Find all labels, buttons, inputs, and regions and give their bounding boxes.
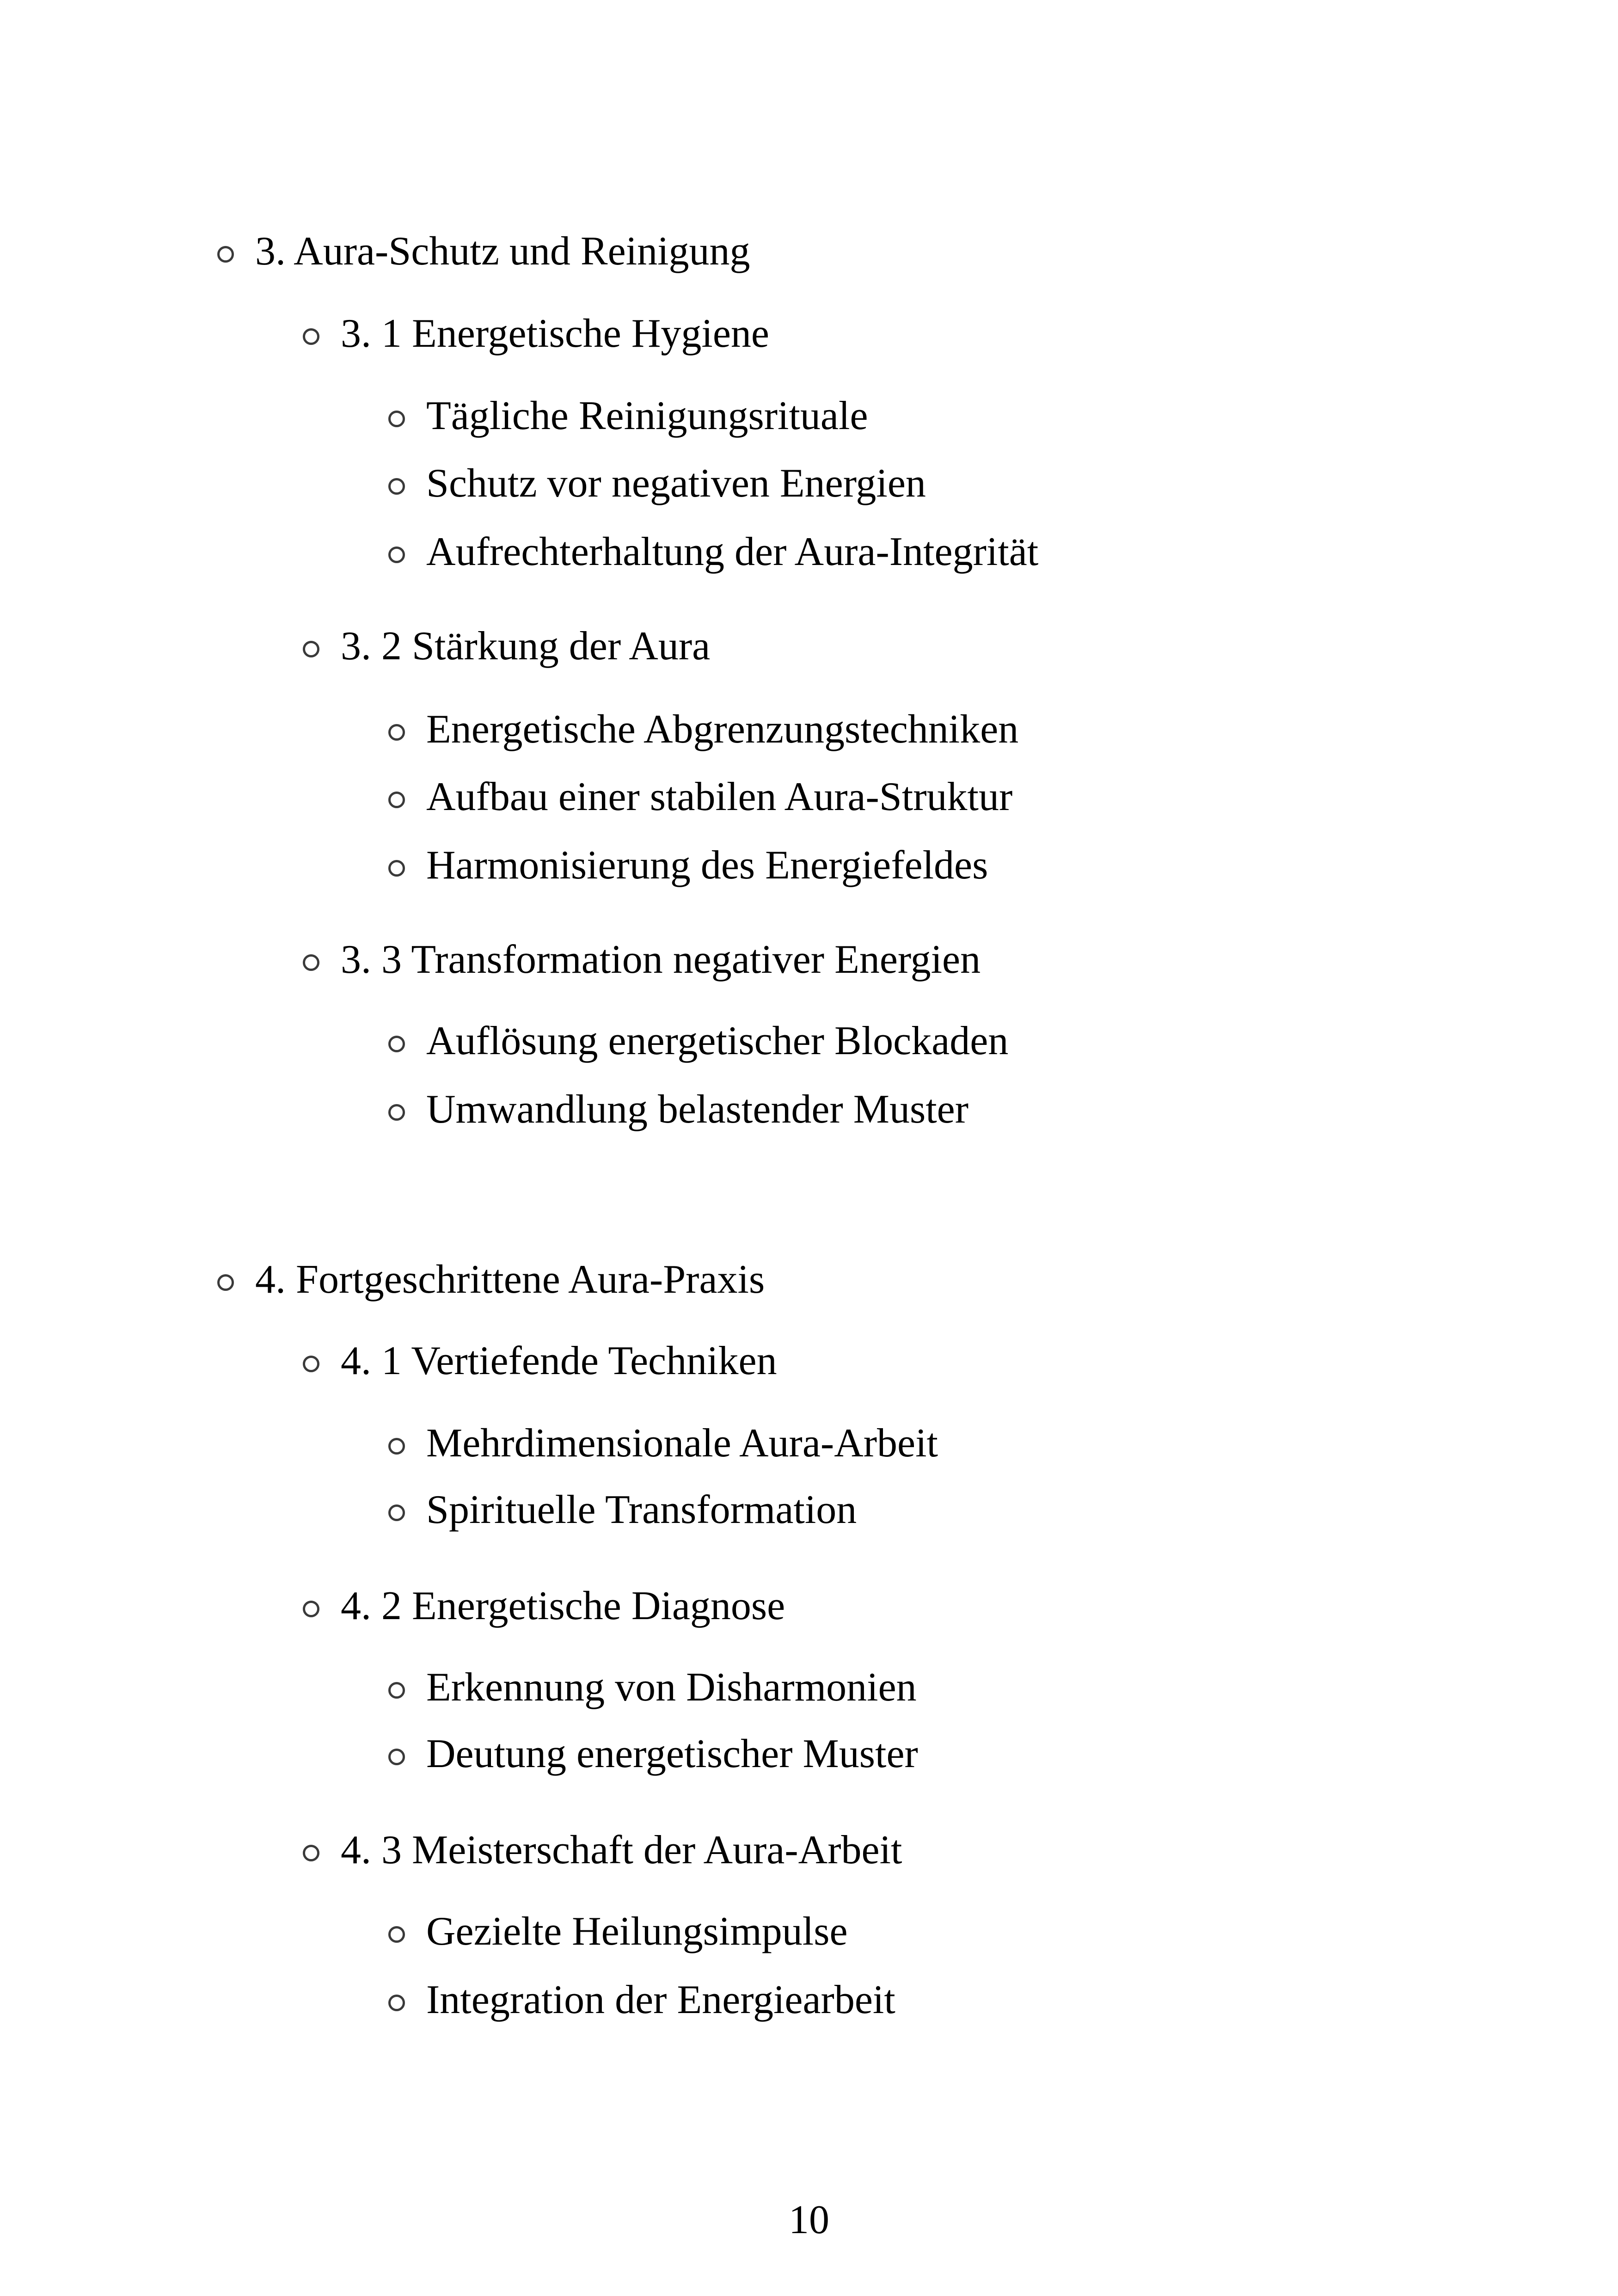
subsection-heading bbox=[303, 937, 981, 983]
bullet-icon bbox=[388, 792, 405, 808]
subsection-heading bbox=[303, 623, 710, 669]
subsection-title: 4. 1 Vertiefende Techniken bbox=[341, 1338, 777, 1383]
bullet-icon bbox=[388, 860, 405, 877]
bullet-icon bbox=[388, 1995, 405, 2011]
subsection-heading bbox=[303, 1338, 777, 1384]
list-item bbox=[388, 460, 926, 507]
list-item-text: Energetische Abgrenzungstechniken bbox=[426, 707, 1019, 752]
list-item bbox=[388, 706, 1018, 753]
bullet-icon bbox=[388, 1749, 405, 1765]
bullet-icon bbox=[388, 1504, 405, 1521]
bullet-icon bbox=[217, 1274, 234, 1291]
list-item-text: Aufrechterhaltung der Aura-Integrität bbox=[426, 529, 1039, 574]
subsection-title: 4. 2 Energetische Diagnose bbox=[341, 1584, 785, 1628]
bullet-icon bbox=[388, 1438, 405, 1455]
list-item-text: Harmonisierung des Energiefeldes bbox=[426, 843, 988, 888]
bullet-icon bbox=[303, 954, 319, 971]
bullet-icon bbox=[388, 546, 405, 563]
bullet-icon bbox=[388, 1036, 405, 1052]
subsection-title: 3. 2 Stärkung der Aura bbox=[341, 624, 711, 669]
list-item bbox=[388, 842, 988, 889]
list-item-text: Umwandlung belastender Muster bbox=[426, 1087, 969, 1132]
subsection-title: 3. 3 Transformation negativer Energien bbox=[341, 937, 981, 982]
list-item bbox=[388, 393, 868, 439]
subsection-title: 4. 3 Meisterschaft der Aura-Arbeit bbox=[341, 1828, 902, 1872]
list-item bbox=[388, 1087, 968, 1133]
bullet-icon bbox=[303, 1356, 319, 1372]
subsection-heading bbox=[303, 1827, 902, 1873]
bullet-icon bbox=[303, 328, 319, 345]
list-item-text: Erkennung von Disharmonien bbox=[426, 1665, 917, 1710]
section-heading bbox=[217, 228, 750, 275]
list-item bbox=[388, 1487, 857, 1533]
section-heading bbox=[217, 1257, 765, 1303]
list-item-text: Mehrdimensionale Aura-Arbeit bbox=[426, 1421, 938, 1466]
bullet-icon bbox=[303, 1601, 319, 1617]
section-title: 4. Fortgeschrittene Aura-Praxis bbox=[255, 1257, 765, 1302]
list-item bbox=[388, 1731, 918, 1777]
list-item bbox=[388, 774, 1012, 820]
subsection-title: 3. 1 Energetische Hygiene bbox=[341, 311, 769, 356]
bullet-icon bbox=[217, 246, 234, 263]
list-item-text: Tägliche Reinigungsrituale bbox=[426, 393, 868, 438]
list-item bbox=[388, 1018, 1008, 1064]
subsection-heading bbox=[303, 1583, 785, 1629]
list-item-text: Schutz vor negativen Energien bbox=[426, 461, 926, 506]
bullet-icon bbox=[388, 1682, 405, 1699]
list-item bbox=[388, 529, 1038, 575]
list-item bbox=[388, 1909, 848, 1955]
list-item bbox=[388, 1664, 917, 1711]
subsection-heading bbox=[303, 311, 769, 357]
section-title: 3. Aura-Schutz und Reinigung bbox=[255, 229, 750, 274]
list-item bbox=[388, 1420, 938, 1467]
bullet-icon bbox=[303, 641, 319, 657]
bullet-icon bbox=[303, 1845, 319, 1861]
list-item-text: Deutung energetischer Muster bbox=[426, 1731, 918, 1776]
list-item-text: Auflösung energetischer Blockaden bbox=[426, 1019, 1009, 1063]
bullet-icon bbox=[388, 411, 405, 427]
page-number: 10 bbox=[789, 2198, 829, 2242]
bullet-icon bbox=[388, 1926, 405, 1943]
bullet-icon bbox=[388, 478, 405, 495]
list-item bbox=[388, 1977, 895, 2023]
bullet-icon bbox=[388, 1104, 405, 1121]
list-item-text: Spirituelle Transformation bbox=[426, 1487, 857, 1532]
bullet-icon bbox=[388, 724, 405, 741]
list-item-text: Aufbau einer stabilen Aura-Struktur bbox=[426, 774, 1013, 819]
list-item-text: Integration der Energiearbeit bbox=[426, 1977, 895, 2022]
list-item-text: Gezielte Heilungsimpulse bbox=[426, 1909, 848, 1954]
